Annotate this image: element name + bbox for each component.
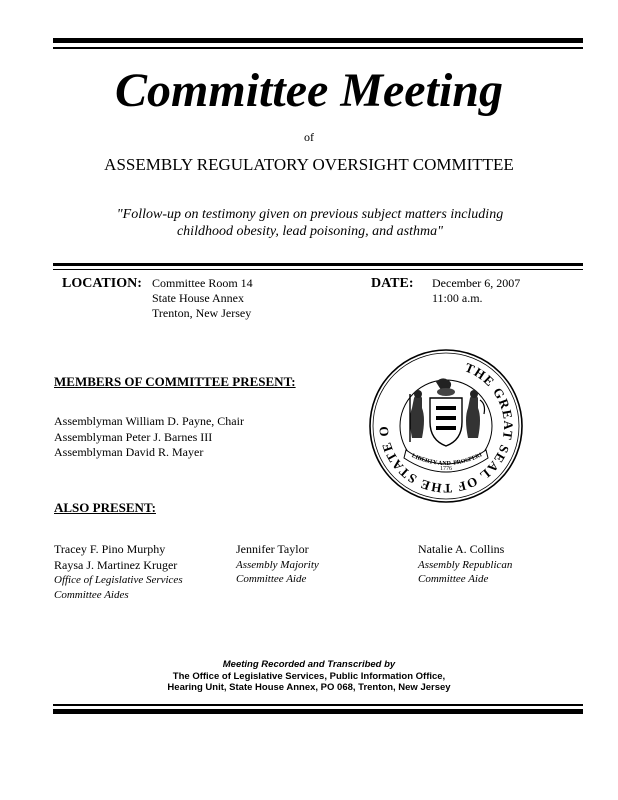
location-line: State House Annex <box>152 291 244 305</box>
staff-name: Jennifer Taylor <box>236 542 309 556</box>
member-name: Assemblyman Peter J. Barnes III <box>54 429 213 444</box>
location-label: LOCATION: <box>62 276 142 291</box>
location-value <box>152 276 253 321</box>
seal-icon <box>366 346 526 506</box>
seal-motto-left: LIBERTY AND <box>410 453 451 468</box>
location-line: Trenton, New Jersey <box>152 306 252 320</box>
members-heading: MEMBERS OF COMMITTEE PRESENT: <box>54 374 296 389</box>
middle-rule-thin <box>53 269 583 270</box>
seal-ring-text: THE GREAT SEAL OF THE STATE O <box>375 359 517 497</box>
staff-role: Assembly Majority <box>236 558 319 571</box>
location-line: Committee Room 14 <box>152 276 253 290</box>
staff-name: Raysa J. Martinez Kruger <box>54 557 178 572</box>
bottom-rule-thin <box>53 704 583 706</box>
transcription-credit <box>0 659 618 694</box>
member-name: Assemblyman William D. Payne, Chair <box>54 414 244 428</box>
member-name: Assemblyman David R. Mayer <box>54 445 204 459</box>
staff-role: Assembly Republican <box>418 558 513 571</box>
recorded-by: Meeting Recorded and Transcribed by <box>222 659 396 670</box>
page-title: Committee Meeting <box>115 64 503 117</box>
staff-name: Tracey F. Pino Murphy <box>54 542 166 556</box>
office-address: Hearing Unit, State House Annex, PO 068, Trenton, New Jersey <box>167 682 451 693</box>
of-label: of <box>304 130 314 144</box>
staff-name: Natalie A. Collins <box>418 542 505 556</box>
top-rule-thin <box>53 47 583 49</box>
staff-column-1 <box>54 542 183 602</box>
seal-motto-right: PROSPERI <box>452 452 484 467</box>
staff-role: Committee Aide <box>236 573 307 585</box>
staff-role: Committee Aide <box>418 573 489 585</box>
subject-line-2: childhood obesity, lead poisoning, and asthma" <box>176 224 444 239</box>
seal-year: 1776 <box>440 466 452 472</box>
bottom-rule-thick <box>53 709 583 714</box>
office-name: The Office of Legislative Services, Public Information Office, <box>172 670 446 682</box>
staff-column-2 <box>236 542 319 587</box>
top-rule-thick <box>53 38 583 43</box>
date-value <box>432 276 520 306</box>
state-seal <box>366 346 526 506</box>
staff-role: Office of Legislative Services <box>54 574 183 586</box>
date-line: 11:00 a.m. <box>432 291 483 305</box>
middle-rule-thick <box>53 263 583 266</box>
date-label: DATE: <box>371 276 414 291</box>
subject-line-1: "Follow-up on testimony given on previous subject matters including <box>116 207 504 222</box>
subject-description <box>60 206 560 240</box>
staff-column-3 <box>418 542 512 587</box>
staff-role: Committee Aides <box>54 588 129 601</box>
members-list <box>54 414 244 461</box>
date-line: December 6, 2007 <box>432 276 521 290</box>
also-present-heading: ALSO PRESENT: <box>54 500 156 515</box>
committee-name: ASSEMBLY REGULATORY OVERSIGHT COMMITTEE <box>104 155 514 174</box>
